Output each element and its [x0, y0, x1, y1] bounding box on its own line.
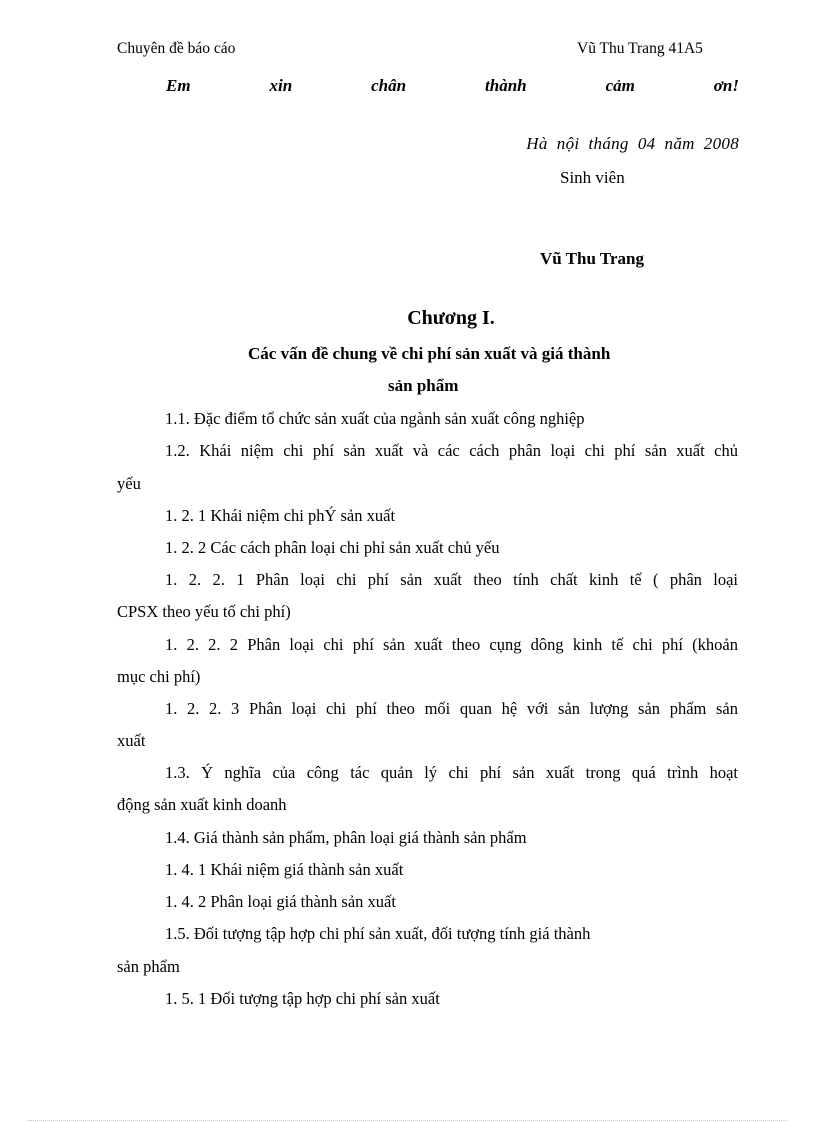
- thanks-word: Em: [166, 76, 191, 95]
- toc-line: 1. 2. 2. 3 Phân loại chi phí theo mối quan hệ với sản lượng sản phẩm sản: [165, 699, 738, 718]
- signature-name: Vũ Thu Trang: [540, 249, 644, 268]
- toc-line: 1. 4. 2 Phân loại giá thành sản xuất: [165, 892, 396, 911]
- thanks-word: thành: [485, 76, 527, 95]
- toc-line: 1.3. Ý nghĩa của công tác quản lý chi phí sản xuất trong quá trình hoạt: [165, 763, 738, 782]
- toc-line: 1. 2. 1 Khái niệm chi phÝ sản xuất: [165, 506, 396, 525]
- signature-date: Hà nội tháng 04 năm 2008: [526, 134, 739, 153]
- thanks-word: chân: [371, 76, 407, 95]
- chapter-subtitle-line1: Các vấn đề chung về chi phí sản xuất và giá thành: [248, 344, 611, 363]
- toc-line: 1.5. Đối tượng tập hợp chi phí sản xuất, đối tượng tính giá thành: [165, 924, 591, 943]
- chapter-title: Chương I.: [407, 307, 495, 329]
- toc-line: 1. 4. 1 Khái niệm giá thành sản xuất: [165, 860, 404, 879]
- thanks-line: [166, 76, 739, 96]
- toc-line: mục chi phí): [117, 667, 201, 686]
- toc-line: 1.1. Đặc điểm tổ chức sản xuất của ngành sản xuất công nghiệp: [165, 409, 585, 428]
- toc-line: xuất: [117, 731, 146, 750]
- header-right: Vũ Thu Trang 41A5: [577, 40, 703, 57]
- toc-line: động sản xuất kinh doanh: [117, 795, 287, 814]
- thanks-word: ơn!: [713, 76, 739, 95]
- page-bottom-rule: [28, 1120, 788, 1121]
- toc-line: 1.2. Khái niệm chi phí sản xuất và các cách phân loại chi phí sản xuất chủ: [165, 441, 738, 460]
- toc-line: sản phẩm: [117, 957, 180, 976]
- toc-line: yếu: [117, 474, 141, 493]
- toc-line: 1. 2. 2 Các cách phân loại chi phỉ sản xuất chủ yếu: [165, 538, 500, 557]
- toc-line: 1. 2. 2. 1 Phân loại chi phí sản xuất theo tính chất kinh tế ( phân loại: [165, 570, 738, 589]
- toc-line: 1. 2. 2. 2 Phân loại chi phí sản xuất theo cụng dông kinh tế chi phí (khoản: [165, 635, 738, 654]
- signature-role: Sinh viên: [560, 168, 625, 187]
- header-left: Chuyên đề báo cáo: [117, 40, 236, 57]
- toc-line: 1.4. Giá thành sản phẩm, phân loại giá thành sản phẩm: [165, 828, 527, 847]
- thanks-word: xin: [269, 76, 293, 95]
- thanks-word: cảm: [605, 76, 635, 95]
- chapter-subtitle-line2: sản phẩm: [388, 376, 459, 395]
- toc-line: 1. 5. 1 Đối tượng tập hợp chi phí sản xuất: [165, 989, 440, 1008]
- toc-line: CPSX theo yếu tố chi phí): [117, 602, 291, 621]
